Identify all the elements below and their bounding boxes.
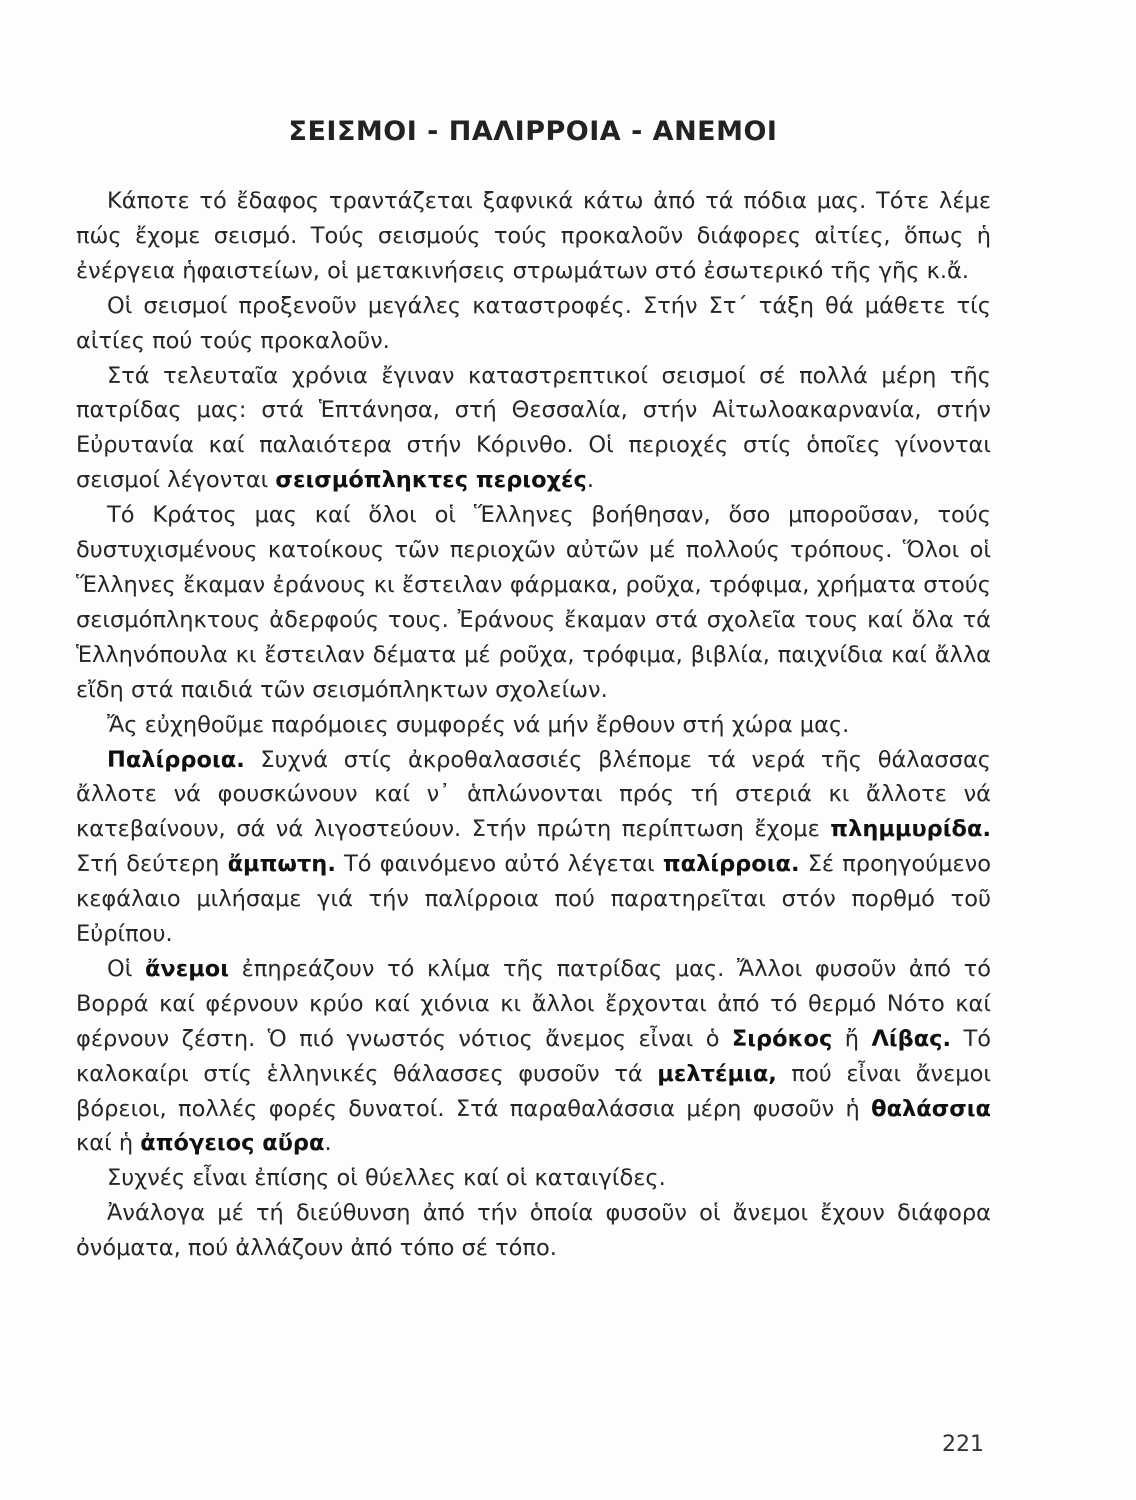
- text-run: Οἱ σεισμοί προξενοῦν μεγάλες καταστροφές. Στήν Στ΄ τάξη θά μάθετε τίς αἰτίες πού τούς προκαλοῦν.: [76, 292, 991, 354]
- text-run: Τό Κράτος μας καί ὅλοι οἱ Ἕλληνες βοήθησαν, ὅσο μποροῦσαν, τούς δυστυχισμένους κατοίκους τῶν περιοχῶν αὐτῶν μέ πολλούς τρόπους. Ὅλοι οἱ Ἕλληνες ἔκαμαν ἐράνους κι ἔστειλαν φάρμακα, ροῦχα, τρόφιμα, χρήματα στούς σεισμόπληκτους ἀδερφούς τους. Ἐράνους ἔκαμαν στά σχολεῖα τους καί ὅλα τά Ἑλληνόπουλα κι ἔστειλαν δέματα μέ ροῦχα, τρόφιμα, βιβλία, παιχνίδια καί ἄλλα εἴδη στά παιδιά τῶν σεισμόπληκτων σχολείων.: [76, 502, 991, 703]
- text-run: Συχνά στίς ἀκροθαλασσιές βλέπομε τά νερά τῆς θάλασσας ἄλλοτε νά φουσκώνουν καί ν᾽ ἁπλώνονται πρός τή στεριά κι ἄλλοτε νά κατεβαίνουν, σά νά λιγοστεύουν. Στήν πρώτη περίπτωση ἔχομε: [76, 746, 991, 843]
- paragraph: [76, 359, 991, 499]
- text-run: Συχνές εἶναι ἐπίσης οἱ θύελλες καί οἱ καταιγίδες.: [107, 1165, 666, 1192]
- text-run: Στή δεύτερη: [76, 851, 228, 878]
- paragraph: [76, 184, 991, 289]
- text-run: Ἀνάλογα μέ τή διεύθυνση ἀπό τήν ὁποία φυσοῦν οἱ ἄνεμοι ἔχουν διάφορα ὀνόματα, πού ἀλλάζουν ἀπό τόπο σέ τόπο.: [76, 1200, 991, 1262]
- paragraph: [76, 289, 991, 359]
- bold-term: Σιρόκος: [731, 1025, 833, 1052]
- text-run: Τό φαινόμενο αὐτό λέγεται: [335, 851, 663, 878]
- text-run: Ἄς εὐχηθοῦμε παρόμοιες συμφορές νά μήν ἔρθουν στή χώρα μας.: [107, 711, 850, 738]
- text-run: Σέ προηγούμενο κεφάλαιο μιλήσαμε γιά τήν παλίρροια πού παρατηρεῖται στόν πορθμό τοῦ Εὐρίπου.: [76, 851, 992, 948]
- paragraph: [76, 708, 991, 743]
- text-run: Κάποτε τό ἔδαφος τραντάζεται ξαφνικά κάτω ἀπό τά πόδια μας. Τότε λέμε πώς ἔχομε σεισμό. Τούς σεισμούς τούς προκαλοῦν διάφορες αἰτίες, ὅπως ἡ ἐνέργεια ἡφαιστείων, οἱ μετακινήσεις στρωμάτων στό ἐσωτερικό τῆς γῆς κ.ἄ.: [76, 188, 991, 284]
- bold-term: παλίρροια.: [662, 851, 800, 878]
- text-run: .: [586, 467, 595, 494]
- bold-term: μελτέμια,: [657, 1060, 777, 1087]
- body-text: [76, 184, 991, 1266]
- bold-term: σεισμόπληκτες περιοχές: [275, 467, 587, 494]
- text-run: πού εἶναι ἄνεμοι βόρειοι, πολλές φορές δυνατοί. Στά παραθαλάσσια μέρη φυσοῦν ἡ: [76, 1060, 991, 1122]
- bold-term: θαλάσσια: [871, 1095, 991, 1122]
- paragraph: [76, 498, 991, 707]
- text-run: Στά τελευταῖα χρόνια ἔγιναν καταστρεπτικοί σεισμοί σέ πολλά μέρη τῆς πατρίδας μας: στά Ἑπτάνησα, στή Θεσσαλία, στήν Αἰτωλοακαρνανία, στήν Εὐρυτανία καί παλαιότερα στήν Κόρινθο. Οἱ περιοχές στίς ὁποῖες γίνονται σεισμοί λέγονται: [76, 362, 991, 494]
- paragraph: [76, 952, 991, 1161]
- bold-term: ἄμπωτη.: [227, 851, 336, 878]
- bold-term: πλημμυρίδα.: [830, 816, 991, 843]
- text-run: καί ἡ: [76, 1130, 141, 1157]
- text-run: Τό καλοκαίρι στίς ἑλληνικές θάλασσες φυσοῦν τά: [76, 1025, 991, 1087]
- text-run: Οἱ: [107, 955, 145, 982]
- bold-term: Λίβας.: [871, 1025, 952, 1052]
- text-run: ἐπηρεάζουν τό κλίμα τῆς πατρίδας μας. Ἄλλοι φυσοῦν ἀπό τό Βορρά καί φέρνουν κρύο καί χιόνια κι ἄλλοι ἔρχονται ἀπό τό θερμό Νότο καί φέρνουν ζέστη. Ὁ πιό γνωστός νότιος ἄνεμος εἶναι ὁ: [76, 955, 991, 1052]
- bold-term: ἀπόγειος αὔρα: [140, 1130, 325, 1157]
- text-run: ἤ: [832, 1025, 872, 1052]
- text-run: .: [324, 1130, 332, 1157]
- page-number: 221: [942, 1432, 984, 1457]
- paragraph: [76, 1196, 991, 1266]
- page-title: ΣΕΙΣΜΟΙ - ΠΑΛΙΡΡΟΙΑ - ΑΝΕΜΟΙ: [288, 116, 778, 147]
- paragraph: [76, 743, 991, 952]
- bold-term: ἄνεμοι: [144, 955, 230, 982]
- bold-term: Παλίρροια.: [107, 746, 245, 773]
- paragraph: [76, 1161, 991, 1196]
